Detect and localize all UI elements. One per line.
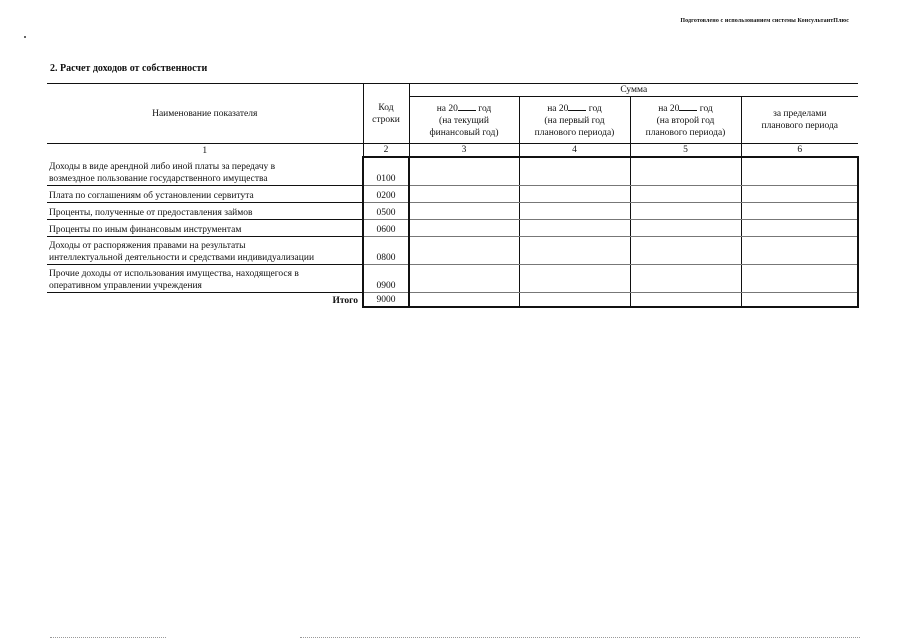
total-code: 9000	[363, 292, 409, 307]
column-number: 5	[630, 144, 741, 158]
table-row	[47, 219, 858, 236]
amount-cell[interactable]	[741, 264, 858, 292]
column-number: 1	[47, 144, 363, 158]
amount-cell[interactable]	[409, 185, 519, 202]
row-code: 0200	[363, 185, 409, 202]
amount-cell[interactable]	[741, 236, 858, 264]
year-blank	[679, 101, 697, 111]
column-number: 4	[519, 144, 630, 158]
amount-cell[interactable]	[630, 292, 741, 307]
amount-cell[interactable]	[741, 292, 858, 307]
table-row	[47, 157, 858, 185]
row-name: Плата по соглашениям об установлении сервитута	[47, 185, 363, 202]
amount-cell[interactable]	[519, 292, 630, 307]
scan-edge-line	[50, 637, 166, 638]
row-code: 0800	[363, 236, 409, 264]
amount-cell[interactable]	[409, 264, 519, 292]
row-name: Доходы в виде арендной либо иной платы за передачу в возмездное пользование государственного имущества	[47, 157, 363, 185]
header-row-1	[47, 84, 858, 97]
section-title: 2. Расчет доходов от собственности	[50, 63, 208, 74]
first-plan-year-header: на 20 год (на первый год планового периода)	[519, 97, 630, 144]
amount-cell[interactable]	[630, 236, 741, 264]
table-row	[47, 236, 858, 264]
row-name: Проценты, полученные от предоставления займов	[47, 202, 363, 219]
amount-cell[interactable]	[630, 202, 741, 219]
amount-cell[interactable]	[409, 236, 519, 264]
total-label: Итого	[332, 296, 358, 306]
table-row	[47, 202, 858, 219]
year-blank	[568, 101, 586, 111]
amount-cell[interactable]	[630, 157, 741, 185]
amount-cell[interactable]	[630, 185, 741, 202]
amount-cell[interactable]	[519, 202, 630, 219]
amount-cell[interactable]	[741, 185, 858, 202]
amount-cell[interactable]	[519, 236, 630, 264]
total-row	[47, 292, 858, 307]
beyond-plan-header: за пределами планового периода	[741, 97, 858, 144]
table-row	[47, 264, 858, 292]
amount-cell[interactable]	[519, 185, 630, 202]
current-year-header: на 20 год (на текущий финансовый год)	[409, 97, 519, 144]
amount-cell[interactable]	[409, 157, 519, 185]
table-row	[47, 185, 858, 202]
amount-cell[interactable]	[519, 219, 630, 236]
row-name: Проценты по иным финансовым инструментам	[47, 219, 363, 236]
amount-cell[interactable]	[409, 202, 519, 219]
row-code: 0900	[363, 264, 409, 292]
amount-cell[interactable]	[409, 219, 519, 236]
second-plan-year-header: на 20 год (на второй год планового периода)	[630, 97, 741, 144]
row-name: Прочие доходы от использования имущества, находящегося в оперативном управлении учреждения	[47, 264, 363, 292]
row-code: 0100	[363, 157, 409, 185]
column-number: 6	[741, 144, 858, 158]
income-calculation-table	[47, 83, 859, 308]
amount-cell[interactable]	[741, 219, 858, 236]
row-code: 0500	[363, 202, 409, 219]
year-blank	[458, 101, 476, 111]
column-number: 3	[409, 144, 519, 158]
amount-cell[interactable]	[409, 292, 519, 307]
row-name: Доходы от распоряжения правами на результаты интеллектуальной деятельности и средствами индивидуализации	[47, 236, 363, 264]
sum-header: Сумма	[409, 84, 858, 97]
line-code-header-line2: строки	[372, 114, 400, 125]
amount-cell[interactable]	[519, 157, 630, 185]
consultant-plus-note: Подготовлено с использованием системы КонсультантПлюс	[680, 18, 849, 24]
scan-edge-line	[300, 637, 860, 638]
amount-cell[interactable]	[630, 264, 741, 292]
row-code: 0600	[363, 219, 409, 236]
amount-cell[interactable]	[630, 219, 741, 236]
line-code-header-line1: Код	[378, 102, 394, 113]
amount-cell[interactable]	[741, 157, 858, 185]
column-number: 2	[363, 144, 409, 158]
amount-cell[interactable]	[519, 264, 630, 292]
amount-cell[interactable]	[741, 202, 858, 219]
scan-speck	[24, 36, 26, 38]
column-number-row	[47, 144, 858, 158]
line-code-header	[363, 84, 409, 144]
indicator-name-header: Наименование показателя	[47, 84, 363, 144]
